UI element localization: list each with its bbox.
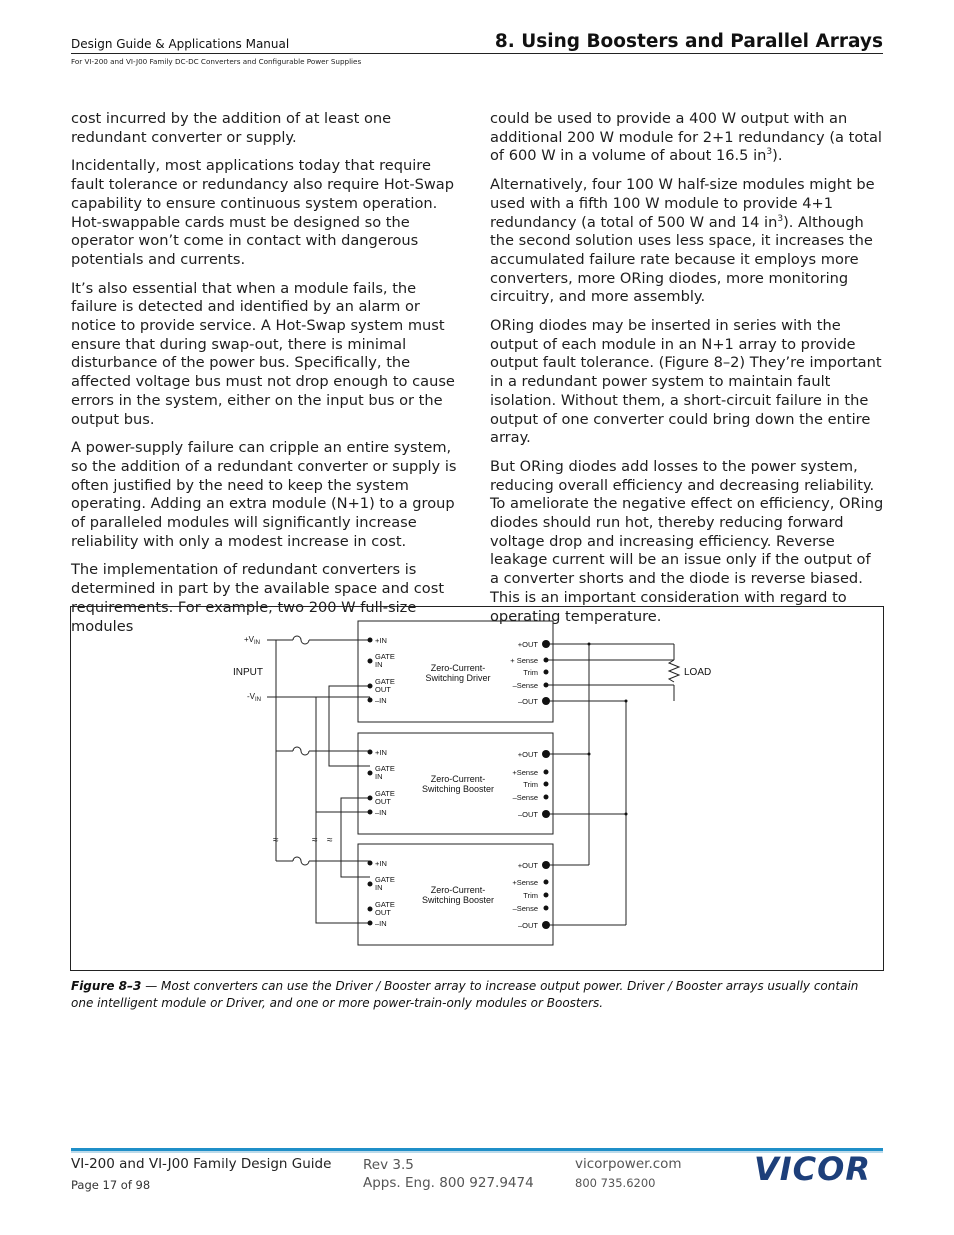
svg-text:+Sense: +Sense bbox=[512, 878, 538, 887]
svg-text:–OUT: –OUT bbox=[517, 921, 538, 930]
manual-title: Design Guide & Applications Manual bbox=[71, 37, 290, 51]
driver-booster-schematic bbox=[71, 607, 883, 970]
svg-text:+OUT: +OUT bbox=[517, 750, 538, 759]
figure-caption bbox=[71, 978, 871, 1012]
svg-text:OUT: OUT bbox=[375, 797, 391, 806]
header-rule bbox=[71, 53, 883, 54]
paragraph: But ORing diodes add losses to the power system, reducing overall efficiency and decreasing reliability. To ameliorate the negative effect on efficiency, ORing diodes should run hot, thereby reducing forward voltage drop and increasing efficiency. Reverse leakage current will be an issue only if the output of a converter shorts and the diode is reverse biased. This is an important consideration with regard to operating temperature. bbox=[490, 457, 884, 625]
svg-text:Trim: Trim bbox=[523, 891, 538, 900]
svg-text:GATE: GATE bbox=[375, 677, 395, 686]
footer-guide-title: VI-200 and VI-J00 Family Design Guide bbox=[71, 1156, 332, 1172]
svg-text:Zero-Current-: Zero-Current- bbox=[430, 774, 486, 784]
svg-text:+IN: +IN bbox=[375, 859, 387, 868]
vin-pos-label: $+V_{IN}$ bbox=[244, 635, 261, 646]
svg-text:GATE: GATE bbox=[375, 652, 395, 661]
svg-text:Trim: Trim bbox=[523, 668, 538, 677]
svg-text:+OUT: +OUT bbox=[517, 640, 538, 649]
svg-text:–IN: –IN bbox=[375, 919, 387, 928]
svg-text:+IN: +IN bbox=[375, 636, 387, 645]
page-number: Page 17 of 98 bbox=[71, 1178, 151, 1192]
paragraph: Alternatively, four 100 W half-size modules might be used with a fifth 100 W module to provide 4+1 redundancy (a total of 500 W and 14 $in^3$). Although the second solution uses less space, it increases the accumulated failure rate because it employs more converters, more ORing diodes, more monitoring circuitry, and more assembly. bbox=[490, 176, 875, 306]
svg-text:OUT: OUT bbox=[375, 685, 391, 694]
svg-text:GATE: GATE bbox=[375, 900, 395, 909]
svg-text:GATE: GATE bbox=[375, 875, 395, 884]
svg-text:VICOR: VICOR bbox=[754, 1151, 871, 1187]
vicor-logo bbox=[752, 1151, 884, 1187]
svg-text:+Sense: +Sense bbox=[512, 768, 538, 777]
caption-text: — Most converters can use the Driver / Booster array to increase output power. Driver / Booster arrays usually contain one intelligent module or Driver, and one or more power-train-only modules or Boosters. bbox=[71, 979, 859, 1010]
svg-text:+IN: +IN bbox=[375, 748, 387, 757]
svg-text:GATE: GATE bbox=[375, 764, 395, 773]
module-driver bbox=[375, 636, 538, 706]
svg-text:IN: IN bbox=[375, 772, 383, 781]
svg-text:IN: IN bbox=[375, 883, 383, 892]
footer-phone: 800 735.6200 bbox=[575, 1176, 656, 1190]
svg-text:+ Sense: + Sense bbox=[510, 656, 538, 665]
svg-text:Switching Driver: Switching Driver bbox=[425, 673, 491, 683]
svg-text:–Sense: –Sense bbox=[512, 904, 538, 913]
module-booster-2 bbox=[375, 859, 538, 930]
paragraph: could be used to provide a 400 W output with an additional 200 W module for 2+1 redundancy (a total of 600 W in a volume of about 16.5 $in^3$). bbox=[490, 110, 882, 165]
svg-text:OUT: OUT bbox=[375, 908, 391, 917]
module-booster-1 bbox=[375, 748, 538, 819]
figure-label: Figure 8–3 bbox=[71, 979, 142, 993]
svg-text:Zero-Current-: Zero-Current- bbox=[430, 885, 486, 895]
svg-text:IN: IN bbox=[375, 660, 383, 669]
paragraph: It’s also essential that when a module fails, the failure is detected and identified by an alarm or notice to provide service. A Hot-Swap system must ensure that during swap-out, there is minimal disturbance of the power bus. Specifically, the affected voltage bus must not drop enough to cause errors in the system, either on the input bus or the output bus. bbox=[71, 279, 455, 428]
break-symbol: ≈ bbox=[273, 835, 279, 846]
svg-text:–IN: –IN bbox=[375, 808, 387, 817]
paragraph: ORing diodes may be inserted in series with the output of each module in an N+1 array to provide output fault tolerance. (Figure 8–2) They’re important in a redundant power system to maintain fault isolation. Without them, a short-circuit failure in the output of one converter could bring down the entire array. bbox=[490, 317, 882, 447]
figure-8-3-schematic bbox=[70, 606, 884, 971]
svg-text:Switching Booster: Switching Booster bbox=[421, 784, 495, 794]
section-title: 8. Using Boosters and Parallel Arrays bbox=[494, 31, 883, 52]
footer-revision: Rev 3.5 Apps. Eng. 800 927.9474 bbox=[363, 1157, 534, 1191]
svg-text:+OUT: +OUT bbox=[517, 861, 538, 870]
svg-text:–OUT: –OUT bbox=[517, 697, 538, 706]
running-header bbox=[71, 37, 361, 66]
body-right-column bbox=[490, 110, 884, 636]
footer-website[interactable]: vicorpower.com bbox=[575, 1156, 682, 1172]
paragraph: Incidentally, most applications today that require fault tolerance or redundancy also require Hot-Swap capability to ensure continuous system operation. Hot-swappable cards must be designed so the operator won’t come in contact with dangerous potentials and currents. bbox=[71, 157, 454, 268]
break-symbol: ≈ bbox=[312, 835, 318, 846]
svg-text:–Sense: –Sense bbox=[512, 681, 538, 690]
svg-text:Trim: Trim bbox=[523, 780, 538, 789]
svg-text:–OUT: –OUT bbox=[517, 810, 538, 819]
body-left-column bbox=[71, 110, 465, 646]
svg-text:GATE: GATE bbox=[375, 789, 395, 798]
vin-neg-label: $-V_{IN}$ bbox=[247, 692, 261, 703]
break-symbol: ≈ bbox=[327, 835, 333, 846]
svg-text:–IN: –IN bbox=[375, 696, 387, 705]
paragraph: A power-supply failure can cripple an entire system, so the addition of a redundant converter or supply is often justified by the need to keep the system operating. Adding an extra module (N+1) to a group of paralleled modules will significantly increase reliability with only a modest increase in cost. bbox=[71, 439, 457, 550]
svg-text:–Sense: –Sense bbox=[512, 793, 538, 802]
input-label: INPUT bbox=[233, 667, 263, 678]
manual-subtitle: For VI-200 and VI-J00 Family DC-DC Converters and Configurable Power Supplies bbox=[71, 57, 362, 66]
svg-text:Zero-Current-: Zero-Current- bbox=[430, 663, 486, 673]
svg-text:Switching Booster: Switching Booster bbox=[421, 895, 495, 905]
paragraph: The implementation of redundant converters is determined in part by the available space and cost requirements. For example, two 200 W full-size modules bbox=[71, 561, 445, 635]
paragraph: cost incurred by the addition of at least one redundant converter or supply. bbox=[71, 110, 392, 146]
load-label: LOAD bbox=[684, 667, 712, 678]
